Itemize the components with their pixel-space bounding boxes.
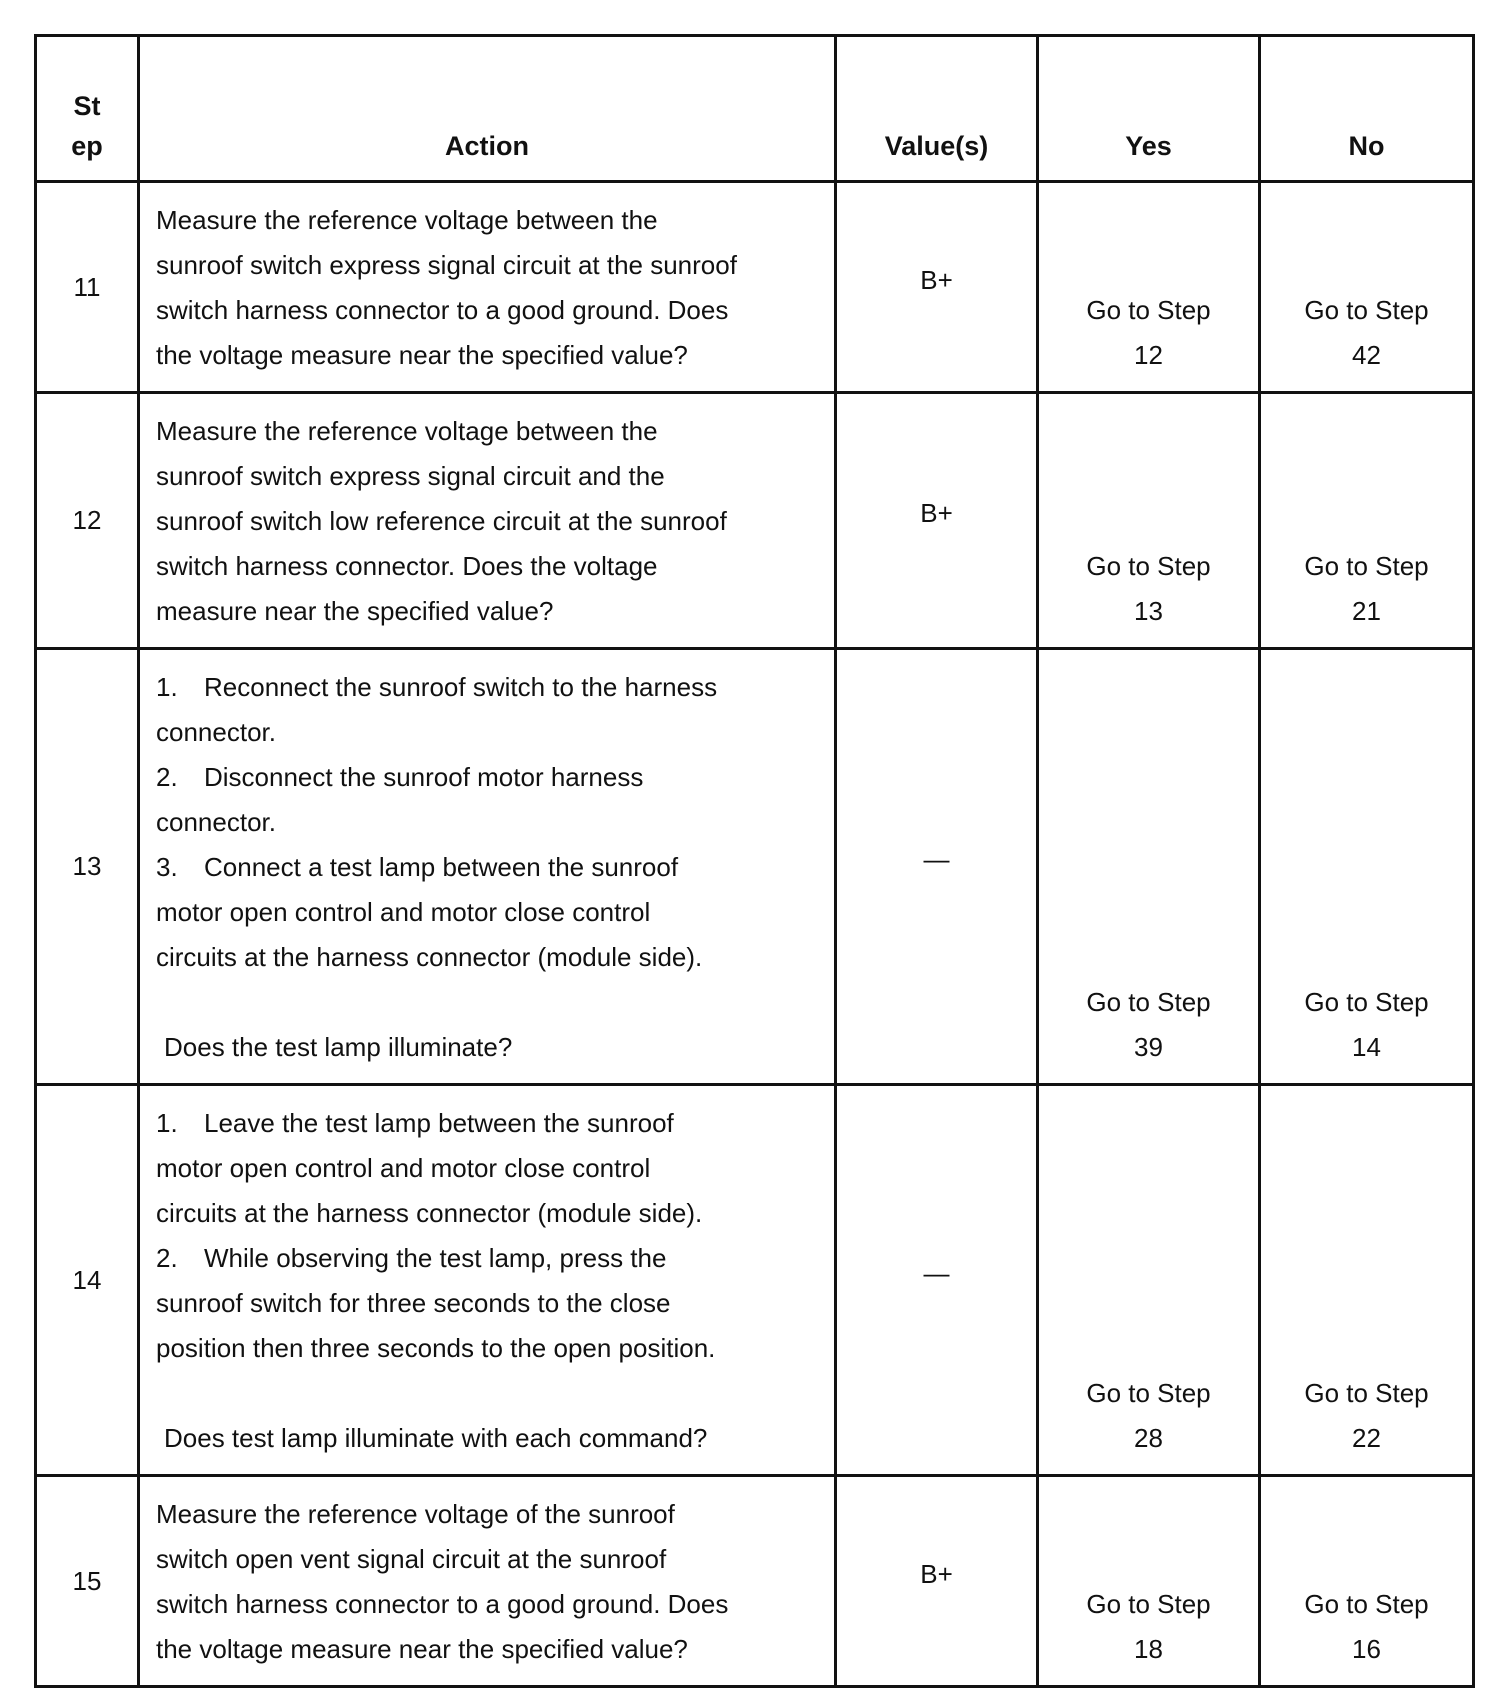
- table-row: [36, 393, 1474, 649]
- list-item: 1. Reconnect the sunroof switch to the harness: [156, 672, 718, 702]
- question: Does test lamp illuminate with each command?: [164, 1423, 708, 1453]
- value-cell: B+: [836, 182, 1038, 393]
- diagnostic-table: [34, 34, 1475, 1688]
- header-row: [36, 36, 1474, 182]
- value-cell: B+: [836, 1476, 1038, 1687]
- question: Does the test lamp illuminate?: [164, 1032, 513, 1062]
- step-number: 15: [36, 1476, 139, 1687]
- yes-cell: Go to Step 28: [1038, 1085, 1260, 1476]
- value-cell: —: [836, 1085, 1038, 1476]
- action-cell: Measure the reference voltage between the sunroof switch express signal circuit and the sunroof switch low reference circuit at the sunroof switch harness connector. Does the voltage measure near the specified value?: [139, 393, 836, 649]
- table-row: [36, 182, 1474, 393]
- action-cell: Measure the reference voltage between the sunroof switch express signal circuit at the sunroof switch harness connector to a good ground. Does the voltage measure near the specified value?: [139, 182, 836, 393]
- list-item: 3. Connect a test lamp between the sunroof: [156, 852, 679, 882]
- table-row: [36, 649, 1474, 1085]
- value-cell: B+: [836, 393, 1038, 649]
- step-number: 13: [36, 649, 139, 1085]
- header-no: No: [1260, 36, 1474, 182]
- yes-cell: Go to Step 13: [1038, 393, 1260, 649]
- step-number: 11: [36, 182, 139, 393]
- step-number: 12: [36, 393, 139, 649]
- step-number: 14: [36, 1085, 139, 1476]
- yes-cell: Go to Step 18: [1038, 1476, 1260, 1687]
- list-item: 1. Leave the test lamp between the sunroof: [156, 1108, 674, 1138]
- header-action: Action: [139, 36, 836, 182]
- table-row: [36, 1476, 1474, 1687]
- header-values: Value(s): [836, 36, 1038, 182]
- table-row: [36, 1085, 1474, 1476]
- no-cell: Go to Step 14: [1260, 649, 1474, 1085]
- action-cell: 1. Leave the test lamp between the sunroof motor open control and motor close control circuits at the harness connector (module side). 2. While observing the test lamp, press the sunroof switch for three seconds to the close position then three seconds to the open position. Does test lamp illuminate with each command?: [139, 1085, 836, 1476]
- no-cell: Go to Step 22: [1260, 1085, 1474, 1476]
- no-cell: Go to Step 21: [1260, 393, 1474, 649]
- header-yes: Yes: [1038, 36, 1260, 182]
- value-cell: —: [836, 649, 1038, 1085]
- yes-cell: Go to Step 12: [1038, 182, 1260, 393]
- no-cell: Go to Step 42: [1260, 182, 1474, 393]
- action-cell: 1. Reconnect the sunroof switch to the harness connector. 2. Disconnect the sunroof motor harness connector. 3. Connect a test lamp between the sunroof motor open control and motor close control circuits at the harness connector (module side). Does the test lamp illuminate?: [139, 649, 836, 1085]
- yes-cell: Go to Step 39: [1038, 649, 1260, 1085]
- list-item: 2. While observing the test lamp, press the: [156, 1243, 667, 1273]
- action-cell: Measure the reference voltage of the sunroof switch open vent signal circuit at the sunroof switch harness connector to a good ground. Does the voltage measure near the specified value?: [139, 1476, 836, 1687]
- no-cell: Go to Step 16: [1260, 1476, 1474, 1687]
- list-item: 2. Disconnect the sunroof motor harness: [156, 762, 644, 792]
- header-step: St ep: [36, 36, 139, 182]
